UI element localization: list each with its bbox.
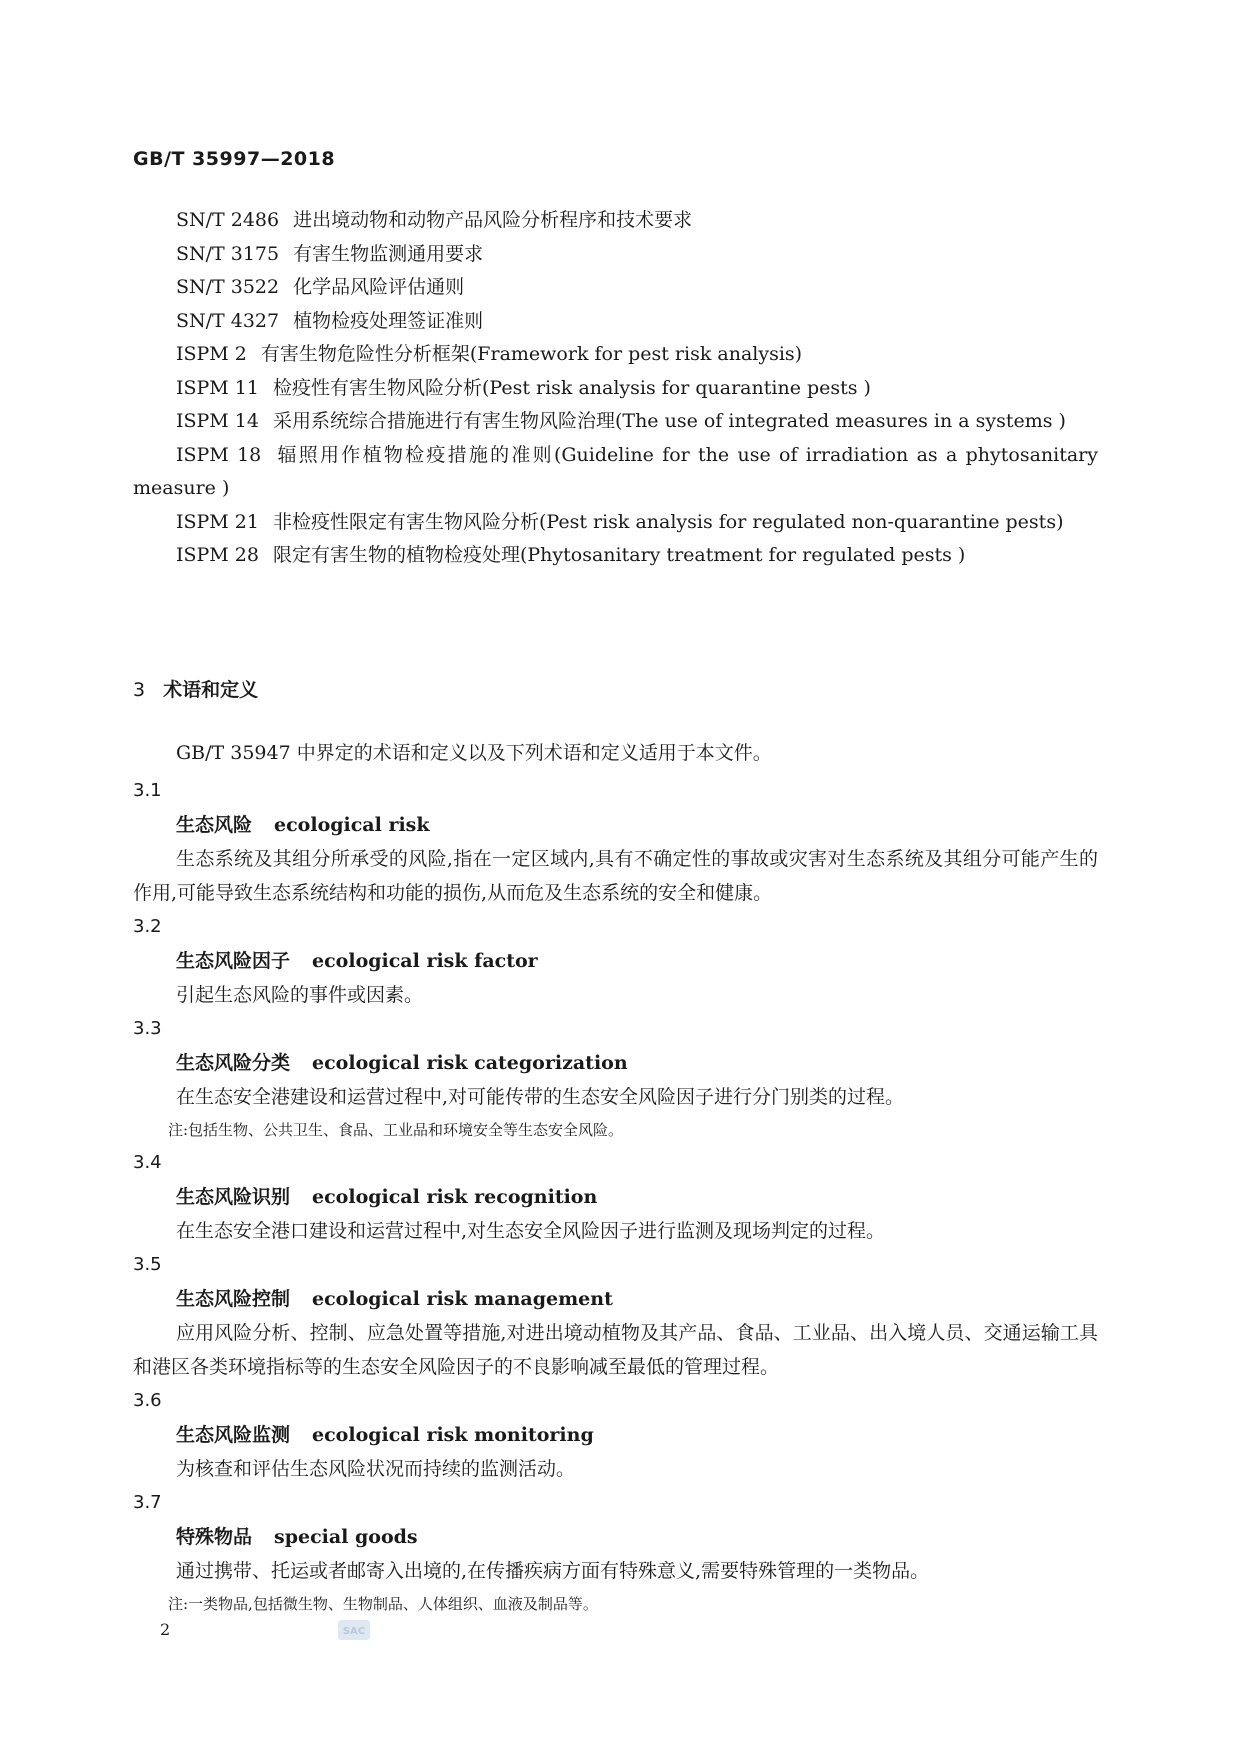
terms-list bbox=[133, 774, 1098, 1620]
term-heading bbox=[133, 1520, 1098, 1554]
term-heading bbox=[133, 808, 1098, 842]
term-definition: 在生态安全港口建设和运营过程中,对生态安全风险因子进行监测及现场判定的过程。 bbox=[176, 1220, 886, 1242]
term-en: ecological risk recognition bbox=[312, 1186, 598, 1208]
term-heading bbox=[133, 944, 1098, 978]
term-number: 3.5 bbox=[133, 1254, 162, 1275]
reference-title: 进出境动物和动物产品风险分析程序和技术要求 bbox=[293, 209, 693, 231]
reference-item bbox=[133, 204, 1098, 238]
reference-item bbox=[133, 271, 1098, 305]
term-zh: 生态风险 bbox=[176, 814, 253, 836]
reference-code: ISPM 14 bbox=[176, 410, 259, 432]
section-number: 3 bbox=[133, 679, 146, 701]
term-zh: 生态风险分类 bbox=[176, 1052, 291, 1074]
term-number: 3.1 bbox=[133, 780, 162, 801]
term-definition: 应用风险分析、控制、应急处置等措施,对进出境动植物及其产品、食品、工业品、出入境人员、交通运输工具和港区各类环境指标等的生态安全风险因子的不良影响减至最低的管理过程。 bbox=[133, 1322, 1098, 1378]
reference-title: 植物检疫处理签证准则 bbox=[293, 309, 484, 332]
term-number: 3.6 bbox=[133, 1390, 162, 1411]
reference-title: 辐照用作植物检疫措施的准则(Guideline for the use of irradiation as a phytosanitary measure ) bbox=[133, 443, 1098, 499]
term-definition: 通过携带、托运或者邮寄入出境的,在传播疾病方面有特殊意义,需要特殊管理的一类物品。 bbox=[176, 1560, 930, 1582]
term-en: ecological risk factor bbox=[312, 950, 538, 972]
reference-code: ISPM 28 bbox=[176, 544, 259, 566]
term-note: 注:一类物品,包括微生物、生物制品、人体组织、血液及制品等。 bbox=[168, 1595, 598, 1613]
term-heading bbox=[133, 1282, 1098, 1316]
term-definition: 引起生态风险的事件或因素。 bbox=[176, 984, 424, 1006]
reference-code: ISPM 21 bbox=[176, 510, 259, 533]
term-en: special goods bbox=[274, 1526, 418, 1548]
reference-code: ISPM 18 bbox=[176, 443, 262, 466]
reference-title: 有害生物危险性分析框架(Framework for pest risk analysis) bbox=[260, 343, 803, 365]
term-zh: 生态风险识别 bbox=[176, 1186, 291, 1208]
reference-code: ISPM 11 bbox=[176, 376, 259, 399]
reference-item bbox=[133, 439, 1098, 506]
reference-title: 化学品风险评估通则 bbox=[293, 276, 465, 298]
reference-title: 采用系统综合措施进行有害生物风险治理(The use of integrated measures in a systems ) bbox=[272, 410, 1066, 432]
term-note: 注:包括生物、公共卫生、食品、工业品和环境安全等生态安全风险。 bbox=[168, 1121, 624, 1139]
reference-item bbox=[133, 305, 1098, 339]
section-heading bbox=[133, 675, 258, 702]
term-heading bbox=[133, 1180, 1098, 1214]
section-intro: GB/T 35947 中界定的术语和定义以及下列术语和定义适用于本文件。 bbox=[176, 742, 772, 764]
term-number: 3.4 bbox=[133, 1152, 162, 1173]
sac-logo-text: SAC bbox=[342, 1626, 366, 1637]
section-title: 术语和定义 bbox=[163, 679, 259, 701]
reference-code: SN/T 2486 bbox=[176, 209, 280, 231]
reference-title: 限定有害生物的植物检疫处理(Phytosanitary treatment for regulated pests ) bbox=[272, 544, 966, 566]
reference-item bbox=[133, 539, 1098, 573]
term-zh: 生态风险因子 bbox=[176, 950, 291, 972]
page-number: 2 bbox=[160, 1620, 171, 1639]
reference-title: 检疫性有害生物风险分析(Pest risk analysis for quarantine pests ) bbox=[272, 376, 871, 399]
term-en: ecological risk monitoring bbox=[312, 1424, 594, 1446]
reference-item bbox=[133, 372, 1098, 406]
term-number: 3.3 bbox=[133, 1018, 162, 1039]
term-zh: 生态风险监测 bbox=[176, 1424, 291, 1446]
term-heading bbox=[133, 1418, 1098, 1452]
sac-logo-icon bbox=[338, 1620, 370, 1640]
term-en: ecological risk management bbox=[312, 1288, 613, 1310]
reference-item bbox=[133, 405, 1098, 439]
term-heading bbox=[133, 1046, 1098, 1080]
term-definition: 在生态安全港建设和运营过程中,对可能传带的生态安全风险因子进行分门别类的过程。 bbox=[176, 1086, 905, 1108]
term-zh: 特殊物品 bbox=[176, 1526, 253, 1548]
reference-item bbox=[133, 238, 1098, 272]
reference-item bbox=[133, 338, 1098, 372]
reference-item bbox=[133, 506, 1098, 540]
standard-code-header: GB/T 35997—2018 bbox=[133, 148, 336, 170]
term-number: 3.7 bbox=[133, 1492, 162, 1513]
normative-references-list bbox=[133, 204, 1098, 573]
reference-code: ISPM 2 bbox=[176, 343, 247, 365]
term-number: 3.2 bbox=[133, 916, 162, 937]
reference-title: 非检疫性限定有害生物风险分析(Pest risk analysis for regulated non-quarantine pests) bbox=[272, 510, 1064, 533]
reference-title: 有害生物监测通用要求 bbox=[293, 242, 484, 265]
reference-code: SN/T 4327 bbox=[176, 309, 280, 332]
term-en: ecological risk categorization bbox=[312, 1052, 628, 1074]
term-definition: 生态系统及其组分所承受的风险,指在一定区域内,具有不确定性的事故或灾害对生态系统及其组分可能产生的作用,可能导致生态系统结构和功能的损伤,从而危及生态系统的安全和健康。 bbox=[133, 848, 1098, 904]
term-definition: 为核查和评估生态风险状况而持续的监测活动。 bbox=[176, 1458, 576, 1480]
term-en: ecological risk bbox=[274, 814, 430, 836]
reference-code: SN/T 3175 bbox=[176, 242, 280, 265]
reference-code: SN/T 3522 bbox=[176, 276, 280, 298]
term-zh: 生态风险控制 bbox=[176, 1288, 291, 1310]
